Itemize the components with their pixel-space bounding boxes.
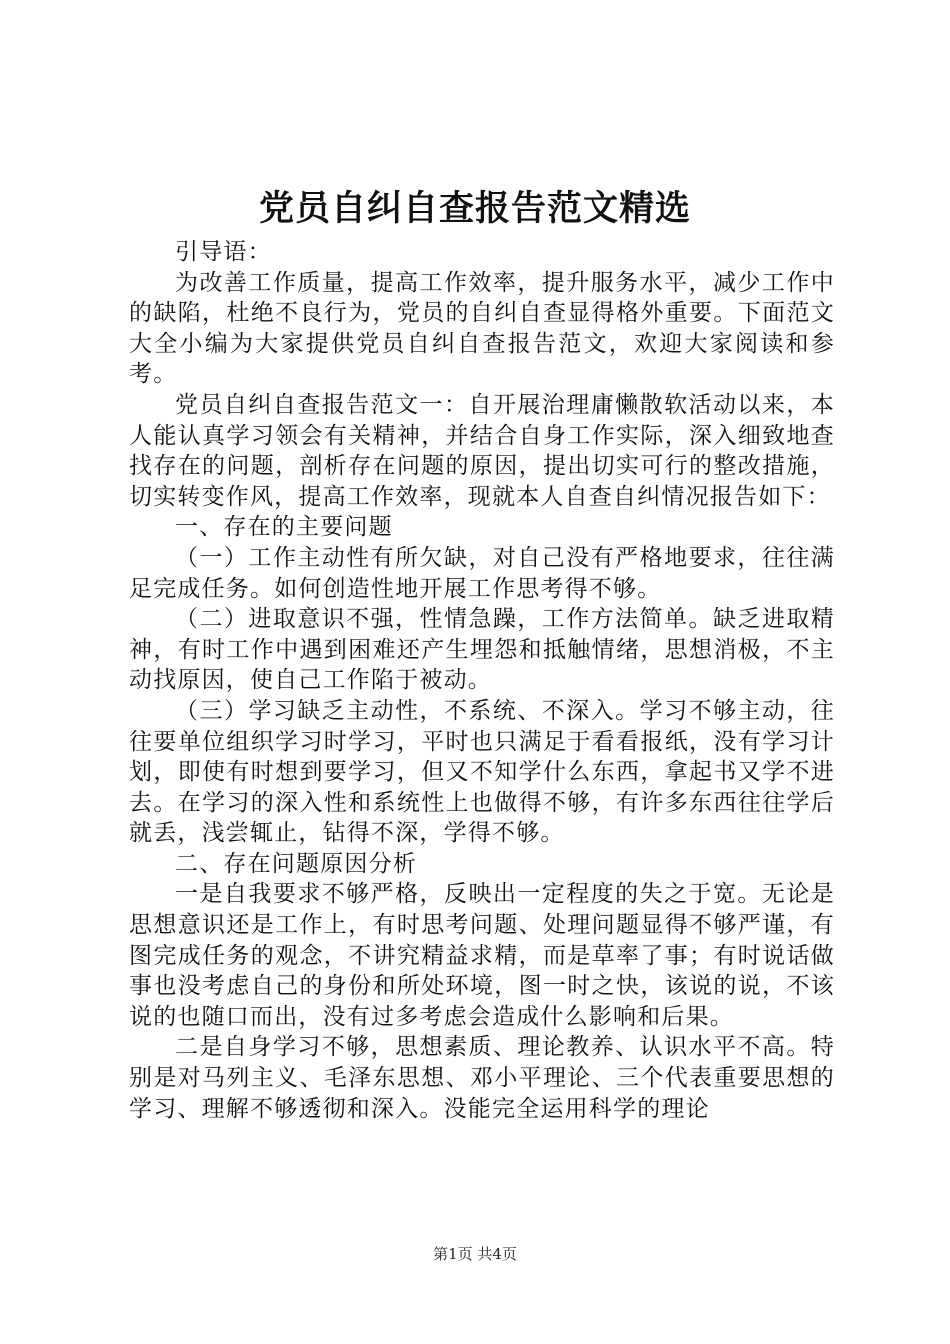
paragraph-problem-2: （二）进取意识不强，性情急躁，工作方法简单。缺乏进取精神，有时工作中遇到困难还产生埋怨和抵触情绪，思想消极，不主动找原因，使自己工作陷于被动。 [129, 606, 835, 694]
paragraph-intro-label: 引导语： [175, 239, 272, 265]
section-heading-main-problems: 一、存在的主要问题 [175, 514, 393, 541]
paragraph-intro: 为改善工作质量，提高工作效率，提升服务水平，减少工作中的缺陷，杜绝不良行为，党员的自纠自查显得格外重要。下面范文大全小编为大家提供党员自纠自查报告范文，欢迎大家阅读和参考。 [129, 269, 835, 388]
paragraph-cause-1: 一是自我要求不够严格，反映出一定程度的失之于宽。无论是思想意识还是工作上，有时思考问题、处理问题显得不够严谨，有图完成任务的观念，不讲究精益求精，而是草率了事；有时说话做事也没考虑自己的身份和所处环境，图一时之快，该说的说，不该说的也随口而出，没有过多考虑会造成什么影响和后果。 [129, 881, 835, 1030]
paragraph-report-one: 党员自纠自查报告范文一：自开展治理庸懒散软活动以来，本人能认真学习领会有关精神，并结合自身工作实际，深入细致地查找存在的问题，剖析存在问题的原因，提出切实可行的整改措施，切实转变作风，提高工作效率，现就本人自查自纠情况报告如下： [129, 391, 835, 510]
document-title: 党员自纠自查报告范文精选 [258, 189, 691, 229]
paragraph-problem-3: （三）学习缺乏主动性，不系统、不深入。学习不够主动，往往要单位组织学习时学习，平时也只满足于看看报纸，没有学习计划，即使有时想到要学习，但又不知学什么东西，拿起书又学不进去。在学习的深入性和系统性上也做得不够，有许多东西往往学后就丢，浅尝辄止，钻得不深，学得不够。 [129, 697, 835, 847]
page-footer: 第1页 共4页 [433, 1245, 517, 1263]
paragraph-problem-1: （一）工作主动性有所欠缺，对自己没有严格地要求，往往满足完成任务。如何创造性地开展工作思考得不够。 [129, 544, 835, 602]
paragraph-cause-2: 二是自身学习不够，思想素质、理论教养、认识水平不高。特别是对马列主义、毛泽东思想、邓小平理论、三个代表重要思想的学习、理解不够透彻和深入。没能完全运用科学的理论 [129, 1034, 835, 1122]
document-body [129, 237, 835, 1124]
section-heading-cause-analysis: 二、存在问题原因分析 [175, 850, 417, 877]
